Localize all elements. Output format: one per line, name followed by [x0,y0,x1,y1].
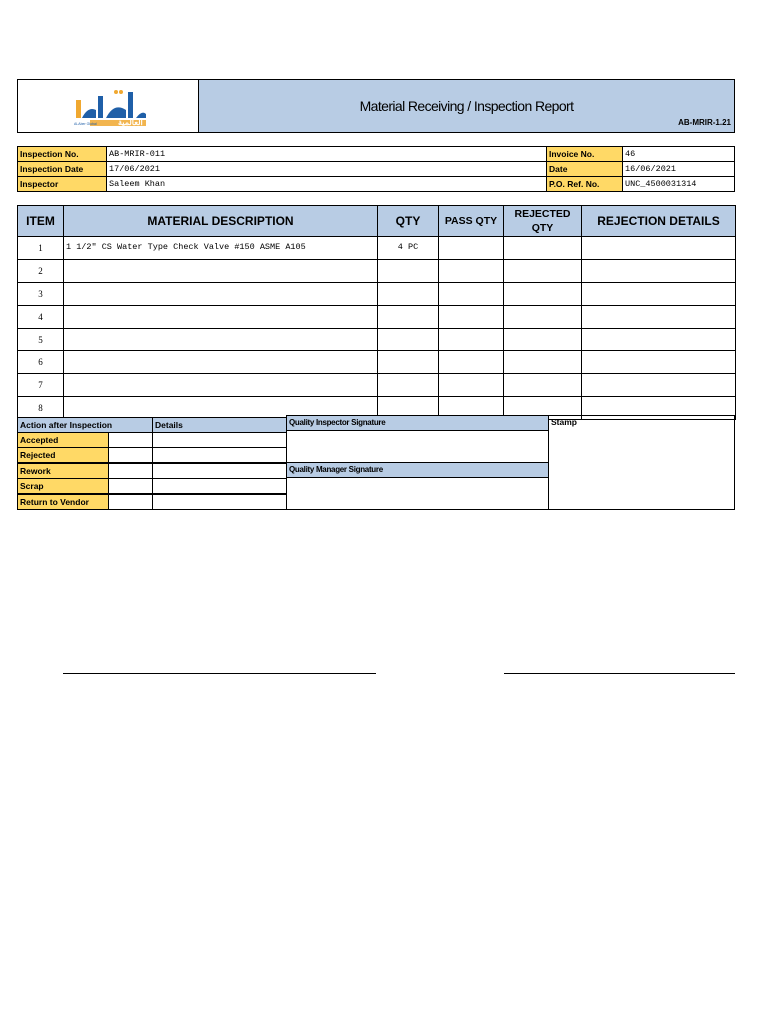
quality-inspector-signature-box[interactable] [286,430,549,463]
action-accepted-check[interactable] [108,432,153,448]
doc-code: AB-MRIR-1.21 [678,118,731,127]
company-logo-icon [18,80,199,134]
inspector-value[interactable]: Saleem Khan [106,176,547,192]
action-rework-details[interactable] [152,463,287,479]
rejection-details-cell[interactable] [582,351,736,374]
rejection-details-cell[interactable] [582,305,736,328]
logo-text [78,84,80,85]
report-header [17,79,735,133]
inspection-date-value[interactable]: 17/06/2021 [106,161,547,177]
details-label: Details [152,417,287,433]
rejected-qty-cell[interactable] [504,282,582,305]
logo [18,80,199,132]
col-header-pass-qty: PASS QTY [439,206,504,237]
qty-cell[interactable] [378,351,439,374]
rejected-qty-cell[interactable] [504,305,582,328]
pass-qty-cell[interactable] [439,259,504,282]
action-rejected-label: Rejected [17,447,109,463]
quality-manager-signature-label: Quality Manager Signature [286,462,549,478]
col-header-qty: QTY [378,206,439,237]
report-title: Material Receiving / Inspection Report [359,98,574,114]
qty-cell[interactable]: 4 PC [378,237,439,260]
rejection-details-cell[interactable] [582,328,736,351]
description-cell[interactable] [64,282,378,305]
action-after-inspection-label: Action after Inspection [17,417,153,433]
table-row [18,237,736,260]
table-header-row [18,206,736,237]
item-cell: 2 [18,259,64,282]
action-rejected-details[interactable] [152,447,287,463]
material-table [17,205,736,420]
signature-line-left [63,673,376,674]
item-cell: 1 [18,237,64,260]
logo-small-text: Al-Aber Global [74,122,97,126]
description-cell[interactable] [64,351,378,374]
col-header-description: MATERIAL DESCRIPTION [64,206,378,237]
rejected-qty-cell[interactable] [504,351,582,374]
stamp-label: Stamp [551,417,577,427]
table-row [18,305,736,328]
item-cell: 4 [18,305,64,328]
rejection-details-cell[interactable] [582,282,736,305]
invoice-no-value[interactable]: 46 [622,146,735,162]
pass-qty-cell[interactable] [439,305,504,328]
title-cell [199,80,734,132]
table-row [18,259,736,282]
item-cell: 5 [18,328,64,351]
rejected-qty-cell[interactable] [504,328,582,351]
action-rework-check[interactable] [108,463,153,479]
signature-line-right [504,673,735,674]
table-row [18,328,736,351]
quality-inspector-signature-label: Quality Inspector Signature [286,415,549,431]
logo-subtext: العالمية [118,118,143,127]
item-cell: 8 [18,397,64,420]
qty-cell[interactable] [378,305,439,328]
item-cell: 6 [18,351,64,374]
item-cell: 7 [18,374,64,397]
action-rework-label: Rework [17,463,109,479]
description-cell[interactable] [64,305,378,328]
action-scrap-label: Scrap [17,478,109,494]
inspection-date-label: Inspection Date [17,161,107,177]
qty-cell[interactable] [378,328,439,351]
rejection-details-cell[interactable] [582,237,736,260]
qty-cell[interactable] [378,259,439,282]
table-row [18,374,736,397]
po-ref-value[interactable]: UNC_4500031314 [622,176,735,192]
date-value[interactable]: 16/06/2021 [622,161,735,177]
pass-qty-cell[interactable] [439,282,504,305]
item-cell: 3 [18,282,64,305]
description-cell[interactable] [64,328,378,351]
pass-qty-cell[interactable] [439,328,504,351]
col-header-rejection-details: REJECTION DETAILS [582,206,736,237]
table-row [18,351,736,374]
rejected-qty-cell[interactable] [504,259,582,282]
qty-cell[interactable] [378,374,439,397]
action-scrap-details[interactable] [152,478,287,494]
po-ref-label: P.O. Ref. No. [546,176,623,192]
action-rejected-check[interactable] [108,447,153,463]
inspection-no-value[interactable]: AB-MRIR-011 [106,146,547,162]
description-cell[interactable] [64,374,378,397]
inspector-label: Inspector [17,176,107,192]
quality-manager-signature-box[interactable] [286,477,549,510]
inspection-no-label: Inspection No. [17,146,107,162]
description-cell[interactable] [64,259,378,282]
invoice-no-label: Invoice No. [546,146,623,162]
rejected-qty-cell[interactable] [504,237,582,260]
pass-qty-cell[interactable] [439,351,504,374]
qty-cell[interactable] [378,282,439,305]
rejection-details-cell[interactable] [582,259,736,282]
pass-qty-cell[interactable] [439,374,504,397]
table-row [18,282,736,305]
action-return-to-vendor-check[interactable] [108,494,153,510]
col-header-item: ITEM [18,206,64,237]
rejection-details-cell[interactable] [582,374,736,397]
action-return-to-vendor-details[interactable] [152,494,287,510]
pass-qty-cell[interactable] [439,237,504,260]
date-label: Date [546,161,623,177]
action-accepted-details[interactable] [152,432,287,448]
action-return-to-vendor-label: Return to Vendor [17,494,109,510]
col-header-rejected-qty: REJECTED QTY [504,206,582,237]
action-scrap-check[interactable] [108,478,153,494]
description-cell[interactable]: 1 1/2" CS Water Type Check Valve #150 ASME A105 [64,237,378,260]
stamp-box[interactable] [548,415,735,510]
action-accepted-label: Accepted [17,432,109,448]
rejected-qty-cell[interactable] [504,374,582,397]
